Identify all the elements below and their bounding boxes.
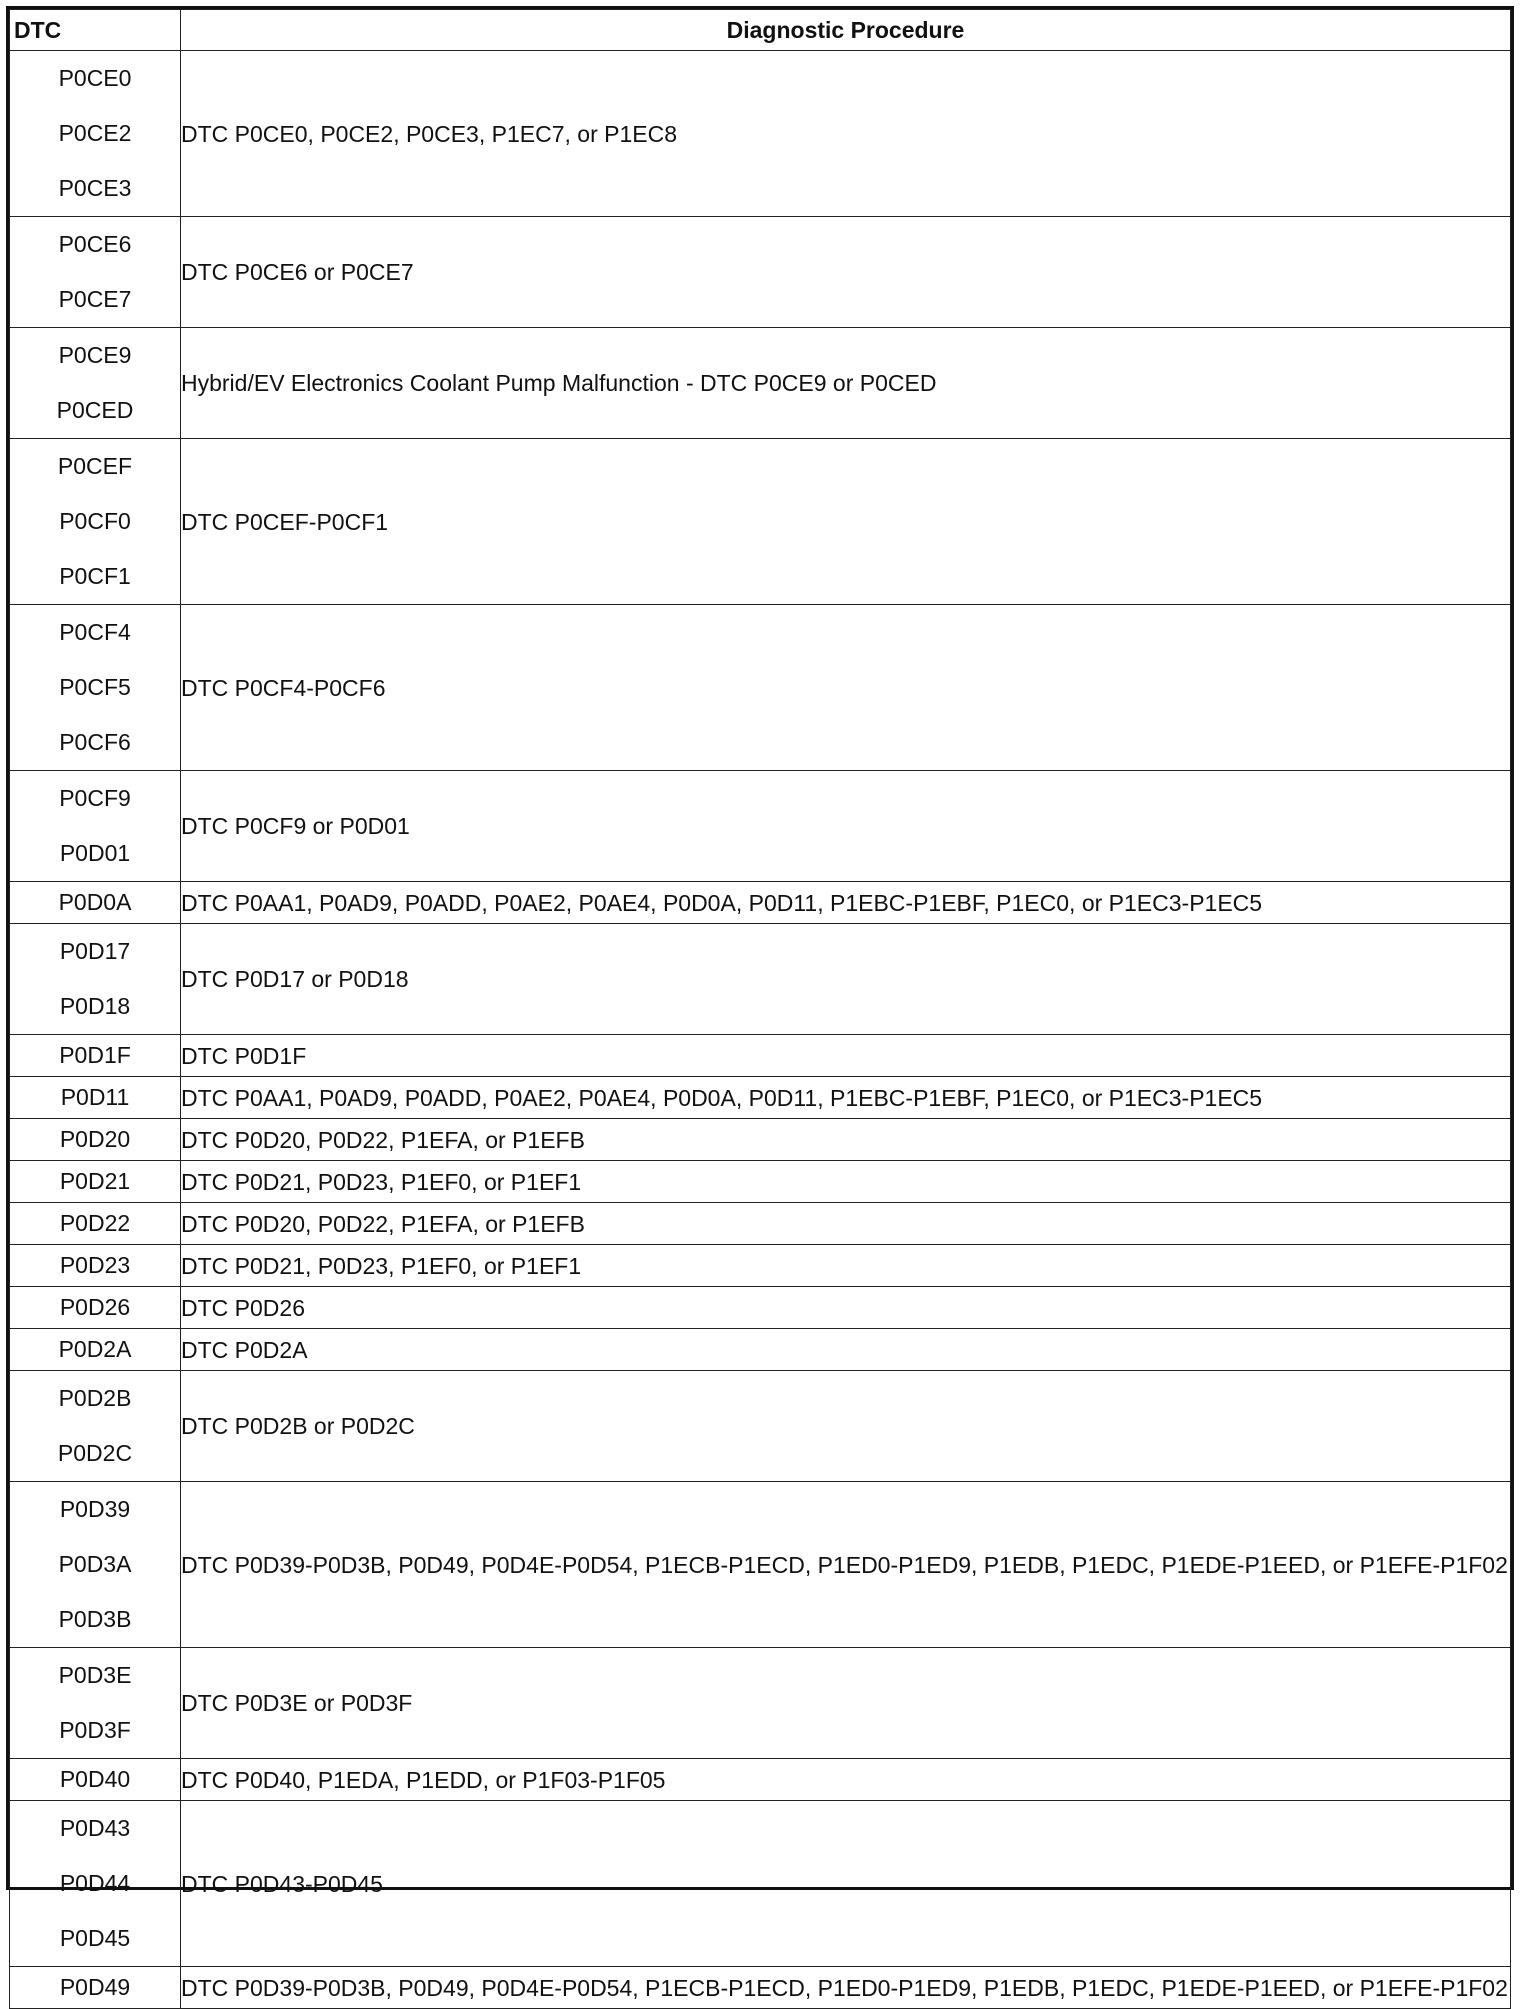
table-row — [10, 1077, 1511, 1119]
dtc-code: P0D1F — [59, 1042, 131, 1068]
procedure-cell: DTC P0CE6 or P0CE7 — [181, 217, 1511, 328]
table-row — [10, 882, 1511, 924]
procedure-cell: DTC P0D39-P0D3B, P0D49, P0D4E-P0D54, P1ECB-P1ECD, P1ED0-P1ED9, P1EDB, P1EDC, P1EDE-P1EED, or P1EFE-P1F02 — [181, 1967, 1511, 2009]
procedure-cell: DTC P0D26 — [181, 1287, 1511, 1329]
dtc-code-cell — [10, 1329, 181, 1371]
table-row — [10, 1482, 1511, 1648]
dtc-code: P0D3E — [58, 1662, 132, 1688]
table-row — [10, 1161, 1511, 1203]
table-row — [10, 1119, 1511, 1161]
dtc-code: P0CF4 — [59, 619, 131, 645]
procedure-cell: DTC P0D39-P0D3B, P0D49, P0D4E-P0D54, P1ECB-P1ECD, P1ED0-P1ED9, P1EDB, P1EDC, P1EDE-P1EED, or P1EFE-P1F02 — [181, 1482, 1511, 1648]
dtc-code-cell — [10, 217, 181, 328]
dtc-code-cell — [10, 1119, 181, 1161]
table-row — [10, 1287, 1511, 1329]
dtc-code: P0D23 — [59, 1252, 131, 1278]
dtc-code: P0D2A — [58, 1336, 132, 1362]
dtc-code: P0CF9 — [59, 785, 131, 811]
dtc-code-cell — [10, 1245, 181, 1287]
table-row — [10, 1203, 1511, 1245]
dtc-code: P0D49 — [59, 1974, 131, 2000]
table-row — [10, 51, 1511, 217]
dtc-code: P0D18 — [59, 993, 131, 1019]
procedure-cell: DTC P0CE0, P0CE2, P0CE3, P1EC7, or P1EC8 — [181, 51, 1511, 217]
dtc-code: P0D17 — [59, 938, 131, 964]
procedure-cell: Hybrid/EV Electronics Coolant Pump Malfunction - DTC P0CE9 or P0CED — [181, 328, 1511, 439]
dtc-code: P0CE9 — [58, 342, 132, 368]
dtc-code: P0CE0 — [58, 65, 132, 91]
dtc-code: P0D26 — [59, 1294, 131, 1320]
dtc-code: P0CF1 — [59, 563, 131, 589]
column-header-dtc: DTC — [10, 10, 181, 51]
dtc-code-cell — [10, 1161, 181, 1203]
dtc-code: P0D45 — [59, 1925, 131, 1951]
table-row — [10, 1035, 1511, 1077]
dtc-code: P0CE3 — [58, 175, 132, 201]
dtc-code-cell — [10, 1967, 181, 2009]
dtc-code: P0CED — [56, 397, 134, 423]
table-row — [10, 439, 1511, 605]
procedure-cell: DTC P0D20, P0D22, P1EFA, or P1EFB — [181, 1119, 1511, 1161]
dtc-code: P0CE6 — [58, 231, 132, 257]
dtc-code-cell — [10, 439, 181, 605]
table-row — [10, 1967, 1511, 2009]
dtc-code-cell — [10, 1287, 181, 1329]
dtc-code: P0D3B — [58, 1606, 132, 1632]
procedure-cell: DTC P0CF9 or P0D01 — [181, 771, 1511, 882]
table-row — [10, 605, 1511, 771]
procedure-cell: DTC P0D20, P0D22, P1EFA, or P1EFB — [181, 1203, 1511, 1245]
dtc-code: P0D43 — [59, 1815, 131, 1841]
dtc-code-cell — [10, 1801, 181, 1967]
column-header-procedure: Diagnostic Procedure — [181, 10, 1511, 51]
table-row — [10, 1759, 1511, 1801]
dtc-code: P0CE2 — [58, 120, 132, 146]
dtc-code-cell — [10, 1371, 181, 1482]
procedure-cell: DTC P0CEF-P0CF1 — [181, 439, 1511, 605]
table-row — [10, 217, 1511, 328]
procedure-cell: DTC P0D17 or P0D18 — [181, 924, 1511, 1035]
table-row — [10, 1371, 1511, 1482]
dtc-code: P0D39 — [59, 1496, 131, 1522]
procedure-cell: DTC P0D21, P0D23, P1EF0, or P1EF1 — [181, 1161, 1511, 1203]
dtc-code-cell — [10, 1759, 181, 1801]
procedure-cell: DTC P0D40, P1EDA, P1EDD, or P1F03-P1F05 — [181, 1759, 1511, 1801]
dtc-code-cell — [10, 1203, 181, 1245]
table-row — [10, 1329, 1511, 1371]
dtc-code: P0D21 — [59, 1168, 131, 1194]
table-row — [10, 1648, 1511, 1759]
table-row — [10, 1245, 1511, 1287]
dtc-code: P0CEF — [57, 453, 133, 479]
dtc-code: P0D0A — [58, 889, 132, 915]
procedure-cell: DTC P0CF4-P0CF6 — [181, 605, 1511, 771]
procedure-cell: DTC P0D43-P0D45 — [181, 1801, 1511, 1967]
dtc-code-cell — [10, 771, 181, 882]
dtc-code: P0D2C — [57, 1440, 133, 1466]
dtc-code: P0D44 — [59, 1870, 131, 1896]
table-header-row — [10, 10, 1511, 51]
dtc-code: P0CF0 — [59, 508, 131, 534]
dtc-code: P0D11 — [60, 1084, 130, 1110]
procedure-cell: DTC P0D2B or P0D2C — [181, 1371, 1511, 1482]
dtc-code: P0D40 — [59, 1766, 131, 1792]
dtc-code-cell — [10, 882, 181, 924]
dtc-table — [9, 9, 1511, 2009]
dtc-code-cell — [10, 1482, 181, 1648]
table-row — [10, 924, 1511, 1035]
procedure-cell: DTC P0D21, P0D23, P1EF0, or P1EF1 — [181, 1245, 1511, 1287]
dtc-code: P0CF6 — [59, 729, 131, 755]
dtc-code-cell — [10, 1035, 181, 1077]
dtc-code: P0D01 — [59, 840, 131, 866]
procedure-cell: DTC P0D2A — [181, 1329, 1511, 1371]
procedure-cell: DTC P0D3E or P0D3F — [181, 1648, 1511, 1759]
dtc-code: P0CE7 — [58, 286, 132, 312]
table-row — [10, 328, 1511, 439]
procedure-cell: DTC P0D1F — [181, 1035, 1511, 1077]
procedure-cell: DTC P0AA1, P0AD9, P0ADD, P0AE2, P0AE4, P0D0A, P0D11, P1EBC-P1EBF, P1EC0, or P1EC3-P1EC5 — [181, 882, 1511, 924]
dtc-code: P0D3F — [59, 1717, 131, 1743]
dtc-code: P0D2B — [58, 1385, 132, 1411]
dtc-code: P0D20 — [59, 1126, 131, 1152]
table-row — [10, 1801, 1511, 1967]
procedure-cell: DTC P0AA1, P0AD9, P0ADD, P0AE2, P0AE4, P0D0A, P0D11, P1EBC-P1EBF, P1EC0, or P1EC3-P1EC5 — [181, 1077, 1511, 1119]
dtc-code: P0D3A — [58, 1551, 132, 1577]
dtc-document — [6, 6, 1514, 2001]
dtc-code: P0CF5 — [59, 674, 131, 700]
dtc-code-cell — [10, 328, 181, 439]
dtc-code-cell — [10, 924, 181, 1035]
table-body — [10, 51, 1511, 2009]
dtc-code-cell — [10, 51, 181, 217]
table-row — [10, 771, 1511, 882]
dtc-code-cell — [10, 1648, 181, 1759]
dtc-code-cell — [10, 605, 181, 771]
dtc-code: P0D22 — [59, 1210, 131, 1236]
dtc-code-cell — [10, 1077, 181, 1119]
